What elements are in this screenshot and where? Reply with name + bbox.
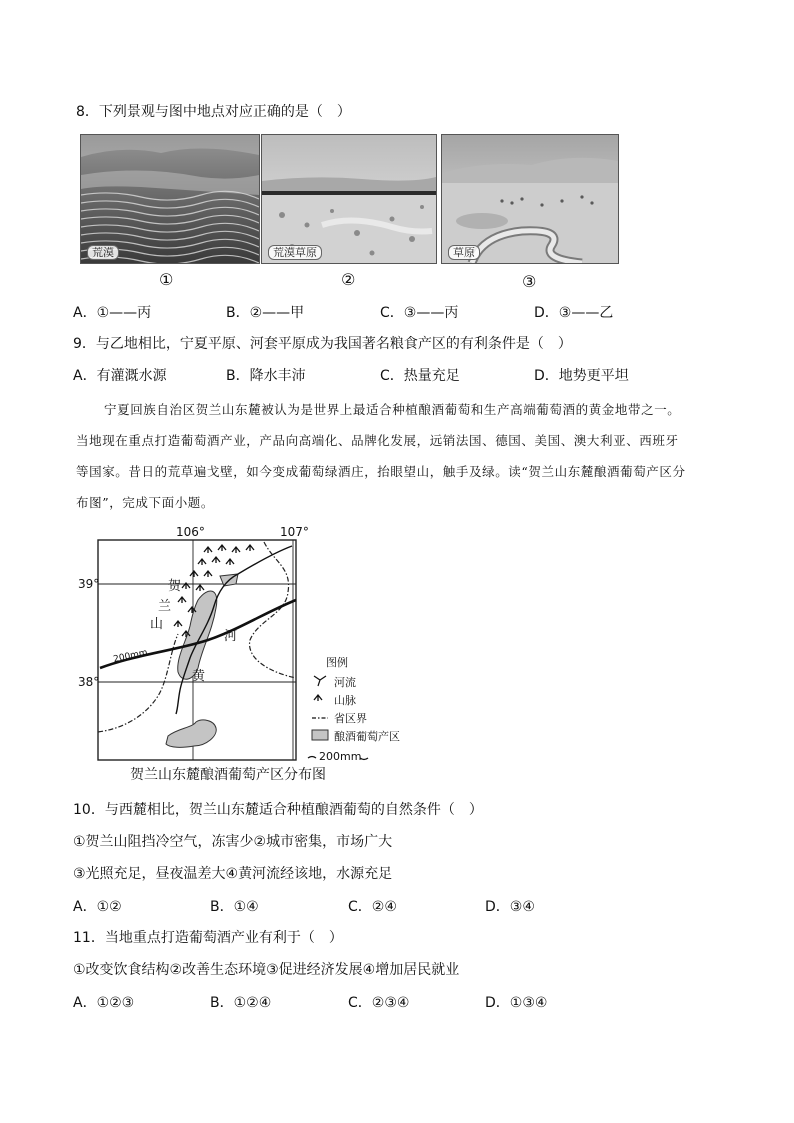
lat-label-38: 38° (78, 675, 100, 689)
reading-passage (76, 394, 726, 518)
q9-stem: 9．与乙地相比，宁夏平原、河套平原成为我国著名粮食产区的有利条件是（ ） (73, 336, 572, 352)
provincial-boundary-west (98, 634, 178, 732)
legend-isohyet: 200mm (319, 750, 362, 763)
q10-stem: 10．与西麓相比，贺兰山东麓适合种植酿酒葡萄的自然条件（ ） (73, 802, 483, 818)
legend-vineyard: 酿酒葡萄产区 (334, 730, 400, 743)
passage-line-2: 当地现在重点打造葡萄酒产业，产品向高端化、品牌化发展，远销法国、德国、美国、澳大利亚、西班牙 (76, 433, 679, 448)
q9-option-d[interactable]: D．地势更平坦 (534, 368, 629, 384)
label-isohyet: 200mm (112, 647, 149, 665)
q9-option-c[interactable]: C．热量充足 (380, 368, 460, 384)
q10-option-d[interactable]: D．③④ (485, 899, 535, 915)
photo-label-desert: 荒漠 (87, 245, 119, 260)
label-lan: 兰 (158, 599, 172, 614)
label-shan: 山 (150, 617, 164, 632)
photo-number-3: ③ (522, 272, 537, 291)
q11-option-b[interactable]: B．①②④ (210, 995, 272, 1011)
legend-mountain: 山脉 (334, 694, 356, 707)
passage-line-3: 等国家。昔日的荒草遍戈壁，如今变成葡萄绿酒庄，抬眼望山，触手及绿。读“贺兰山东麓酿酒葡萄产区分 (76, 464, 686, 479)
photo-label-desert-steppe: 荒漠草原 (268, 245, 322, 260)
q8-option-b[interactable]: B．②——甲 (226, 305, 305, 321)
lat-label-39: 39° (78, 577, 100, 591)
steppe-image (442, 135, 618, 263)
photo-number-2: ② (341, 270, 356, 289)
q8-option-c[interactable]: C．③——丙 (380, 305, 459, 321)
mountain-symbol-icon (314, 695, 322, 701)
q10-option-c[interactable]: C．②④ (348, 899, 397, 915)
q9-option-a[interactable]: A．有灌溉水源 (73, 368, 167, 384)
passage-line-4: 布图”，完成下面小题。 (76, 495, 214, 510)
river-symbol-icon (314, 676, 326, 686)
q11-option-c[interactable]: C．②③④ (348, 995, 410, 1011)
q9-option-b[interactable]: B．降水丰沛 (226, 368, 306, 384)
legend-river: 河流 (334, 676, 356, 689)
q11-option-a[interactable]: A．①②③ (73, 995, 135, 1011)
q11-stem: 11．当地重点打造葡萄酒产业有利于（ ） (73, 930, 343, 946)
q8-option-a[interactable]: A．①——丙 (73, 305, 152, 321)
desert-image (81, 135, 259, 263)
map-legend (308, 655, 400, 763)
q10-statement-2: ③光照充足，昼夜温差大④黄河流经该地，水源充足 (73, 866, 393, 882)
q10-statement-1: ①贺兰山阻挡冷空气，冻害少②城市密集，市场广大 (73, 834, 393, 850)
label-he: 贺 (168, 579, 182, 594)
photo-steppe (441, 134, 619, 264)
q10-option-a[interactable]: A．①② (73, 899, 122, 915)
label-river-he: 河 (224, 629, 238, 644)
photo-label-steppe: 草原 (448, 245, 480, 260)
label-river-huang: 黄 (192, 669, 206, 684)
legend-boundary: 省区界 (334, 712, 367, 725)
passage-line-1: 宁夏回族自治区贺兰山东麓被认为是世界上最适合种植酿酒葡萄和生产高端葡萄酒的黄金地带之一。 (104, 402, 681, 417)
q11-option-d[interactable]: D．①③④ (485, 995, 548, 1011)
isohyet-symbol-right-icon (360, 758, 368, 760)
desert-steppe-image (262, 135, 436, 263)
q10-option-b[interactable]: B．①④ (210, 899, 259, 915)
lon-label-107: 107° (280, 525, 309, 539)
q11-statement: ①改变饮食结构②改善生态环境③促进经济发展④增加居民就业 (73, 962, 460, 978)
vineyard-distribution-map (78, 522, 418, 784)
photo-number-1: ① (159, 270, 174, 289)
q8-stem: 8．下列景观与图中地点对应正确的是（ ） (76, 104, 351, 120)
legend-title: 图例 (326, 656, 348, 669)
vineyard-symbol-icon (312, 730, 328, 740)
photo-desert-steppe (261, 134, 437, 264)
lon-label-106: 106° (176, 525, 205, 539)
helan-mountains (174, 545, 254, 637)
vineyard-area-south (166, 720, 216, 747)
q8-option-d[interactable]: D．③——乙 (534, 305, 614, 321)
photo-desert (80, 134, 260, 264)
isohyet-symbol-left-icon (308, 757, 316, 759)
vineyard-area-central (178, 591, 217, 679)
map-caption: 贺兰山东麓酿酒葡萄产区分布图 (130, 767, 326, 783)
